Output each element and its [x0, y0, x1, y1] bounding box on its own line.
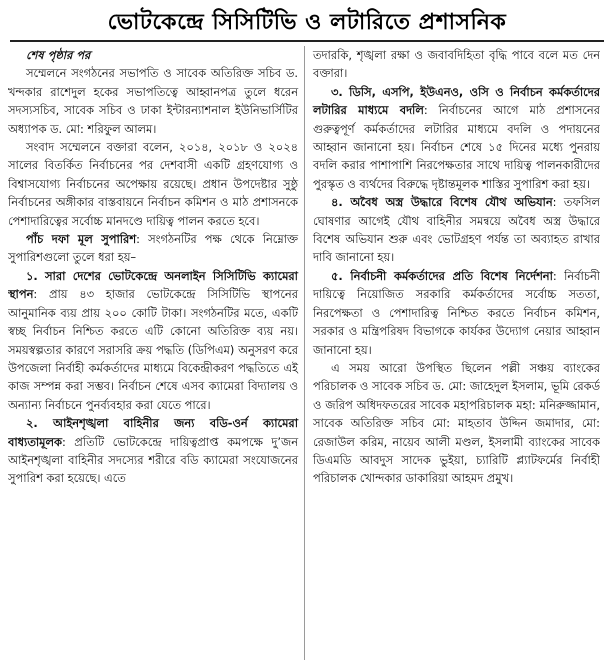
paragraph-intro: সম্মেলনে সংগঠনের সভাপতি ও সাবেক অতিরিক্ত সচিব ড. খন্দকার রাশেদুল হকের সভাপতিত্বে আহ্বানপত্র তুলে ধরেন সদস্যসচিব, সাবেক সচিব ও ঢাকা ইন্টারন্যাশনাল ইউনিভার্সিটির অধ্যাপক ড. মো: শরিফুল আলম। — [8, 66, 298, 136]
headline: ভোটকেন্দ্রে সিসিটিভি ও লটারিতে প্রশাসনিক — [107, 9, 507, 35]
recommendation-2 — [8, 414, 298, 488]
recommendations-intro-text: : সংগঠনটির পক্ষ থেকে নিম্নোক্ত সুপারিশগুলো তুলে ধরা হয়– — [8, 232, 298, 265]
recommendation-3 — [313, 83, 600, 193]
left-column — [8, 46, 304, 660]
recommendations-heading: পাঁচ দফা মূল সুপারিশ — [26, 232, 137, 247]
recommendation-2-title: ২. আইনশৃঙ্খলা বাহিনীর জন্য বডি-ওর্ন ক্যামেরা বাধ্যতামূলক — [8, 416, 298, 449]
recommendation-5 — [313, 267, 600, 359]
article-columns — [8, 46, 608, 660]
headline-box — [10, 6, 604, 42]
recommendation-1-text: : প্রায় ৪৩ হাজার ভোটকেন্দ্রে সিসিটিভি স্থাপনের আনুমানিক ব্যয় প্রায় ২০০ কোটি টাকা। সংগঠনটির মতে, একটি স্বচ্ছ নির্বাচন নিশ্চিত করতে এটি কোনো অতিরিক্ত ব্যয় নয়। সময়স্বল্পতার কারণে সরাসরি ক্রয় পদ্ধতি (ডিপিএম) অনুসরণ করে উপজেলা নির্বাহী কর্মকর্তাদের মাধ্যমে বিকেন্দ্রীকরণ পদ্ধতিতে এই কাজ সম্পন্ন করা সম্ভব। নির্বাচন শেষে এসব ক্যামেরা বিদ্যালয় ও অন্যান্য নির্বাচনে পুনর্ব্যবহার করা যেতে পারে। — [8, 287, 298, 412]
recommendation-4-text: : তফসিল ঘোষণার আগেই যৌথ বাহিনীর সমন্বয়ে অবৈধ অস্ত্র উদ্ধারে বিশেষ অভিযান শুরু এবং ভোটগ্রহণ পর্যন্ত তা অব্যাহত রাখার দাবি জানানো হয়। — [313, 195, 600, 265]
right-column — [304, 46, 600, 660]
paragraph-continuation: তদারকি, শৃঙ্খলা রক্ষা ও জবাবদিহিতা বৃদ্ধি পাবে বলে মত দেন বক্তারা। — [313, 48, 600, 81]
paragraph-press-conference: সংবাদ সম্মেলনে বক্তারা বলেন, ২০১৪, ২০১৮ ও ২০২৪ সালের বিতর্কিত নির্বাচনের পর দেশবাসী একটি গ্রহণযোগ্য ও বিশ্বাসযোগ্য নির্বাচনের অপেক্ষায় রয়েছে। প্রধান উপদেষ্টার সুষ্ঠু নির্বাচনের অঙ্গীকার বাস্তবায়নে নির্বাচন কমিশন ও মাঠ প্রশাসনকে পেশাদারিত্বের সর্বোচ্চ মানদণ্ডে দায়িত্ব পালন করতে হবে। — [8, 140, 298, 228]
recommendation-3-title: ৩. ডিসি, এসপি, ইউএনও, ওসি ও নির্বাচন কর্মকর্তাদের লটারির মাধ্যমে বদলি — [313, 84, 600, 118]
paragraph-attendees: এ সময় আরো উপস্থিত ছিলেন পল্লী সঞ্চয় ব্যাংকের পরিচালক ও সাবেক সচিব ড. মো: জাহেদুল ইসলাম, ভূমি রেকর্ড ও জরিপ অধিদফতরের সাবেক মহাপরিচালক মহা: মনিরুজ্জামান, সাবেক অতিরিক্ত সচিব মো: মাহতাব উদ্দিন জমাদার, মো: রেজাউল করিম, নায়েব আলী মণ্ডল, ইসলামী ব্যাংকের সাবেক ডিএমডি আবদুস সাদেক ভুইয়া, চ্যারিটি প্ল্যাটফর্মের নির্বাহী পরিচালক খোন্দকার ডাকারিয়া আহমদ প্রমুখ। — [313, 360, 600, 486]
paragraph-recommendations-intro — [8, 230, 298, 267]
recommendation-5-title: ৫. নির্বাচনী কর্মকর্তাদের প্রতি বিশেষ নির্দেশনা — [331, 268, 553, 283]
recommendation-4 — [313, 193, 600, 267]
recommendation-4-title: ৪. অবৈধ অস্ত্র উদ্ধারে বিশেষ যৌথ অভিযান — [331, 195, 553, 210]
recommendation-1-title: ১. সারা দেশের ভোটকেন্দ্রে অনলাইন সিসিটিভি ক্যামেরা স্থাপন — [8, 268, 298, 302]
continued-kicker: শেষ পৃষ্ঠার পর — [26, 48, 91, 62]
recommendation-2-text: : প্রতিটি ভোটকেন্দ্রে দায়িত্বপ্রাপ্ত কমপক্ষে দু’জন আইনশৃঙ্খলা বাহিনীর সদস্যের শরীরে বডি ক্যামেরা সংযোজনের সুপারিশ করা হয়েছে। এতে — [8, 434, 298, 486]
recommendation-1 — [8, 267, 298, 414]
recommendation-5-text: : নির্বাচনী দায়িত্বে নিয়োজিত সরকারি কর্মকর্তাদের সর্বোচ্চ সততা, নিরপেক্ষতা ও পেশাদারিত্ব নিশ্চিত করতে নির্বাচন কমিশন, সরকার ও মন্ত্রিপরিষদ বিভাগকে কার্যকর উদ্যোগ নেয়ার আহ্বান জানানো হয়। — [313, 268, 600, 357]
recommendation-3-text: : নির্বাচনের আগে মাঠ প্রশাসনের গুরুত্বপূর্ণ কর্মকর্তাদের লটারির মাধ্যমে বদলি ও পদায়নের আহ্বান জানানো হয়। নির্বাচন শেষে ১৫ দিনের মধ্যে পুনরায় বদলি করার পাশাপাশি নিরপেক্ষতার সাথে দায়িত্ব পালনকারীদের পুরস্কৃত ও ব্যর্থদের বিরুদ্ধে দৃষ্টান্তমূলক শাস্তির সুপারিশ করা হয়। — [313, 103, 600, 191]
